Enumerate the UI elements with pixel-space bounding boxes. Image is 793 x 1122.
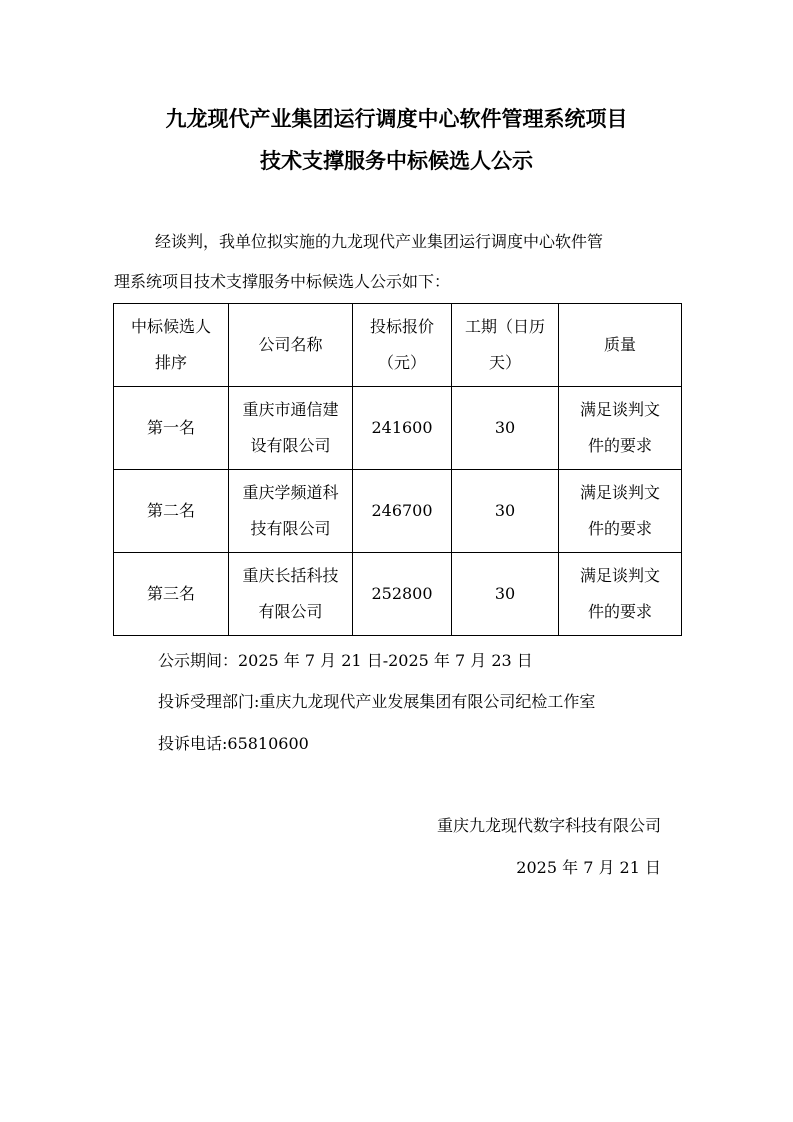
candidate-table: [113, 303, 682, 636]
document-title-line2: 技术支撑服务中标候选人公示: [260, 149, 533, 173]
price-cell: 241600: [353, 387, 452, 470]
complaint-phone: 投诉电话:65810600: [158, 734, 309, 753]
company-cell: 重庆长括科技 有限公司: [229, 553, 353, 636]
publicity-period: 公示期间：2025 年 7 月 21 日-2025 年 7 月 23 日: [158, 651, 533, 670]
signature-company: 重庆九龙现代数字科技有限公司: [436, 816, 661, 835]
rank-cell: 第三名: [114, 553, 229, 636]
quality-cell: 满足谈判文 件的要求: [559, 387, 682, 470]
rank-cell: 第一名: [114, 387, 229, 470]
header-rank: 中标候选人 排序: [114, 304, 229, 387]
table-row: [114, 470, 682, 553]
table-header-row: [114, 304, 682, 387]
intro-paragraph-line2: 理系统项目技术支撑服务中标候选人公示如下：: [114, 272, 451, 291]
document-title-line1: 九龙现代产业集团运行调度中心软件管理系统项目: [165, 107, 628, 131]
price-cell: 246700: [353, 470, 452, 553]
rank-cell: 第二名: [114, 470, 229, 553]
signature-date: 2025 年 7 月 21 日: [516, 858, 661, 877]
company-cell: 重庆市通信建 设有限公司: [229, 387, 353, 470]
header-price: 投标报价 （元）: [353, 304, 452, 387]
complaint-department: 投诉受理部门:重庆九龙现代产业发展集团有限公司纪检工作室: [158, 692, 596, 711]
quality-cell: 满足谈判文 件的要求: [559, 470, 682, 553]
price-cell: 252800: [353, 553, 452, 636]
duration-cell: 30: [452, 387, 559, 470]
table-row: [114, 553, 682, 636]
table-row: [114, 387, 682, 470]
quality-cell: 满足谈判文 件的要求: [559, 553, 682, 636]
company-cell: 重庆学频道科 技有限公司: [229, 470, 353, 553]
header-company: 公司名称: [229, 304, 353, 387]
duration-cell: 30: [452, 470, 559, 553]
intro-paragraph-line1: 经谈判，我单位拟实施的九龙现代产业集团运行调度中心软件管: [155, 232, 604, 251]
duration-cell: 30: [452, 553, 559, 636]
header-quality: 质量: [559, 304, 682, 387]
header-duration: 工期（日历 天）: [452, 304, 559, 387]
